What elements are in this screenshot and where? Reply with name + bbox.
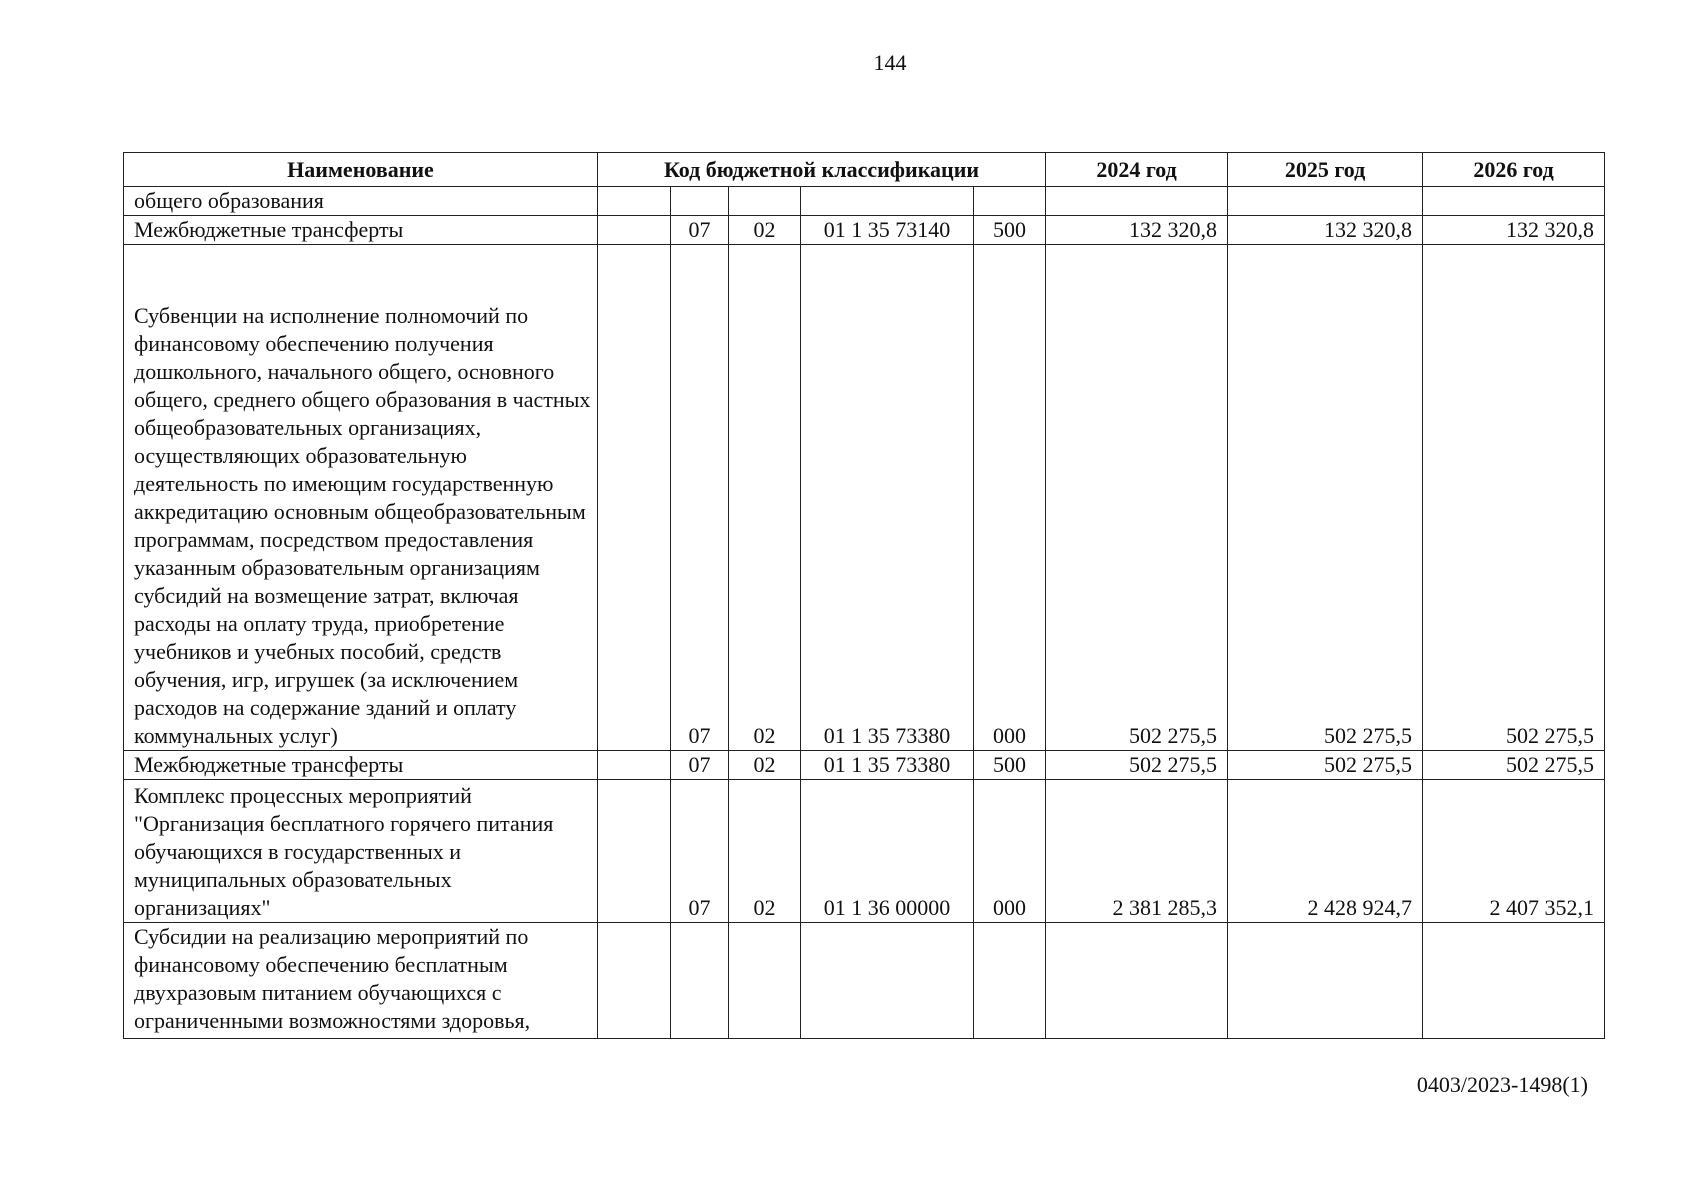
- document-code: 0403/2023-1498(1): [1416, 1072, 1588, 1097]
- row-value-2024: [1046, 923, 1228, 1039]
- row-value-2025: 132 320,8: [1228, 216, 1423, 245]
- row-code-target: 01 1 35 73140: [801, 216, 974, 245]
- row-code-expense-type: 000: [974, 780, 1046, 923]
- row-code-subsection: [729, 187, 801, 216]
- row-code-1: [598, 245, 671, 751]
- row-value-2025: 502 275,5: [1228, 245, 1423, 751]
- row-code-expense-type: 500: [974, 751, 1046, 780]
- row-code-section: 07: [671, 751, 729, 780]
- row-value-2026: [1423, 187, 1605, 216]
- table-row: [124, 245, 1605, 751]
- row-code-1: [598, 780, 671, 923]
- budget-table: [123, 152, 1605, 1039]
- row-value-2026: 132 320,8: [1423, 216, 1605, 245]
- row-value-2024: 502 275,5: [1046, 751, 1228, 780]
- row-name: Комплекс процессных мероприятий "Организация бесплатного горячего питания обучающихся в государственных и муниципальных образовательных организациях": [124, 780, 598, 923]
- row-value-2024: 2 381 285,3: [1046, 780, 1228, 923]
- row-code-subsection: 02: [729, 245, 801, 751]
- row-value-2024: 132 320,8: [1046, 216, 1228, 245]
- row-code-expense-type: 500: [974, 216, 1046, 245]
- row-code-1: [598, 751, 671, 780]
- row-code-section: 07: [671, 216, 729, 245]
- row-value-2025: [1228, 923, 1423, 1039]
- row-value-2025: 502 275,5: [1228, 751, 1423, 780]
- row-code-subsection: 02: [729, 216, 801, 245]
- row-name: общего образования: [124, 187, 598, 216]
- row-code-subsection: 02: [729, 751, 801, 780]
- row-code-expense-type: [974, 923, 1046, 1039]
- row-value-2024: 502 275,5: [1046, 245, 1228, 751]
- row-value-2025: 2 428 924,7: [1228, 780, 1423, 923]
- row-code-subsection: [729, 923, 801, 1039]
- row-code-subsection: 02: [729, 780, 801, 923]
- row-value-2026: 2 407 352,1: [1423, 780, 1605, 923]
- table-row: [124, 187, 1605, 216]
- row-value-2026: 502 275,5: [1423, 751, 1605, 780]
- row-name: Межбюджетные трансферты: [124, 216, 598, 245]
- header-2024: 2024 год: [1046, 153, 1228, 187]
- row-value-2025: [1228, 187, 1423, 216]
- row-value-2026: [1423, 923, 1605, 1039]
- row-code-target: 01 1 35 73380: [801, 245, 974, 751]
- row-name: Субвенции на исполнение полномочий по финансовому обеспечению получения дошкольного, начального общего, основного общего, среднего общего образования в частных общеобразовательных организациях, осуществляющих образовательную деятельность по имеющим государственную аккредитацию основным общеобразовательным программам, посредством предоставления указанным образовательным организациям субсидий на возмещение затрат, включая расходы на оплату труда, приобретение учебников и учебных пособий, средств обучения, игр, игрушек (за исключением расходов на содержание зданий и оплату коммунальных услуг): [124, 245, 598, 751]
- row-code-section: 07: [671, 780, 729, 923]
- row-code-1: [598, 923, 671, 1039]
- row-code-section: [671, 923, 729, 1039]
- table-row: [124, 216, 1605, 245]
- row-code-target: [801, 187, 974, 216]
- row-code-1: [598, 187, 671, 216]
- header-name: Наименование: [124, 153, 598, 187]
- row-code-target: 01 1 36 00000: [801, 780, 974, 923]
- row-name: Межбюджетные трансферты: [124, 751, 598, 780]
- row-code-target: [801, 923, 974, 1039]
- row-code-section: 07: [671, 245, 729, 751]
- row-name: Субсидии на реализацию мероприятий по финансовому обеспечению бесплатным двухразовым питанием обучающихся с ограниченными возможностями здоровья,: [124, 923, 598, 1039]
- row-code-expense-type: [974, 187, 1046, 216]
- table-header-row: [124, 153, 1605, 187]
- row-value-2026: 502 275,5: [1423, 245, 1605, 751]
- table-row: [124, 751, 1605, 780]
- header-2026: 2026 год: [1423, 153, 1605, 187]
- header-budget-code: Код бюджетной классификации: [598, 153, 1046, 187]
- row-value-2024: [1046, 187, 1228, 216]
- table-row: [124, 923, 1605, 1039]
- row-code-section: [671, 187, 729, 216]
- row-code-expense-type: 000: [974, 245, 1046, 751]
- table-row: [124, 780, 1605, 923]
- header-2025: 2025 год: [1228, 153, 1423, 187]
- row-code-1: [598, 216, 671, 245]
- row-code-target: 01 1 35 73380: [801, 751, 974, 780]
- page-number: 144: [873, 50, 907, 75]
